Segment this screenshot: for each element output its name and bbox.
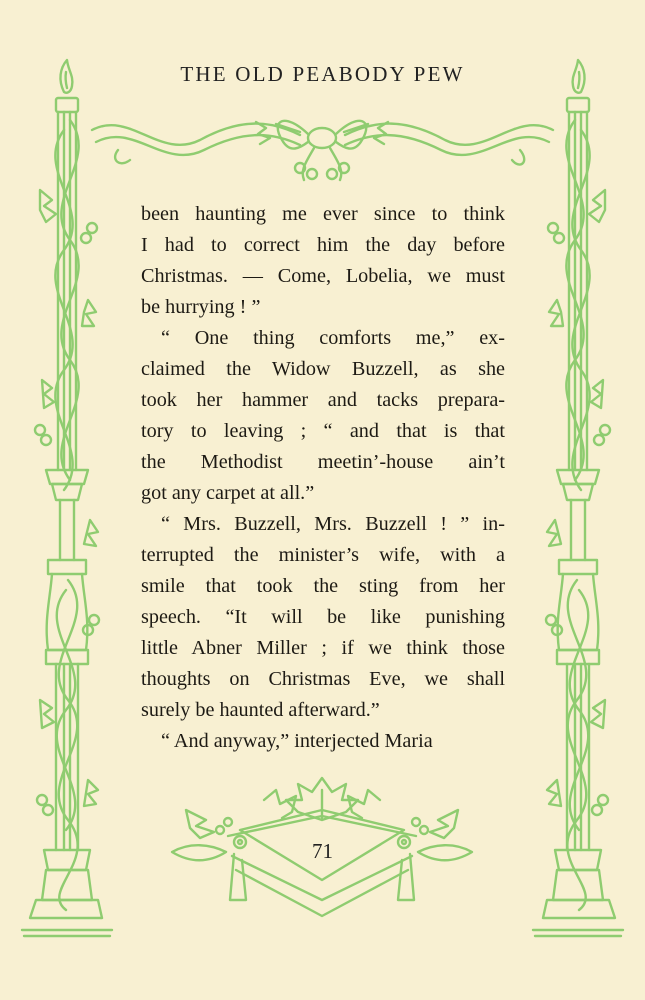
text-line: tory to leaving ; “ and that is that xyxy=(141,420,505,442)
text-line: surely be haunted afterward.” xyxy=(141,699,380,721)
left-candle-icon xyxy=(22,60,112,936)
page-number: 71 xyxy=(312,839,333,863)
text-line: Christmas. — Come, Lobelia, we must xyxy=(141,265,505,287)
text-line: smile that took the sting from her xyxy=(141,575,505,597)
text-line: got any carpet at all.” xyxy=(141,482,315,504)
text-line: “ One thing comforts me,” ex- xyxy=(161,327,505,349)
text-line: I had to correct him the day before xyxy=(141,234,505,256)
text-line: been haunting me ever since to think xyxy=(141,203,505,225)
text-line: terrupted the minister’s wife, with a xyxy=(141,544,505,566)
text-line: thoughts on Christmas Eve, we shall xyxy=(141,668,505,690)
body-text xyxy=(141,199,505,757)
text-line: little Abner Miller ; if we think those xyxy=(141,637,505,659)
text-line: “ And anyway,” interjected Maria xyxy=(161,730,433,752)
ribbon-bow-icon xyxy=(92,121,553,180)
running-title: THE OLD PEABODY PEW xyxy=(180,62,465,86)
text-line: be hurrying ! ” xyxy=(141,296,261,318)
text-line: claimed the Widow Buzzell, as she xyxy=(141,358,505,380)
text-line: the Methodist meetin’-house ain’t xyxy=(141,451,505,473)
text-line: took her hammer and tacks prepara- xyxy=(141,389,505,411)
text-line: speech. “It will be like punishing xyxy=(141,606,505,628)
text-line: “ Mrs. Buzzell, Mrs. Buzzell ! ” in- xyxy=(161,513,505,535)
right-candle-icon xyxy=(533,60,623,936)
